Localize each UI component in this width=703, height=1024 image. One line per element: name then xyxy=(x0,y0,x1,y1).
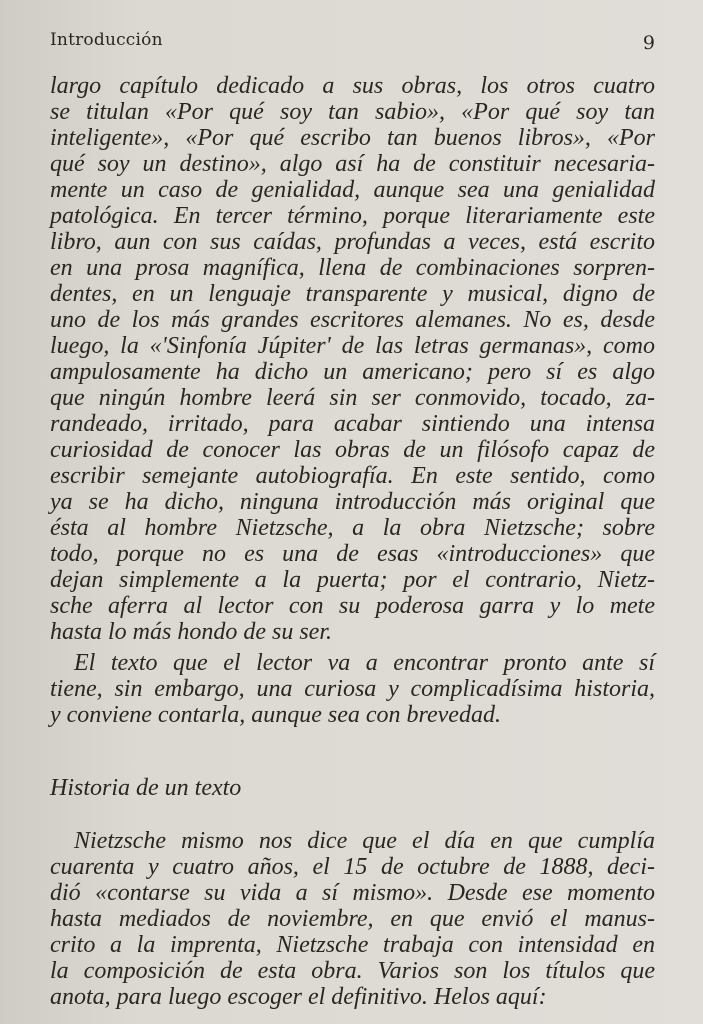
text-line: inteligente», «Por qué escribo tan buenos libros», «Por xyxy=(50,125,655,151)
text-line: patológica. En tercer término, porque literariamente este xyxy=(50,203,655,229)
text-line: cuarenta y cuatro años, el 15 de octubre de 1888, deci- xyxy=(50,854,655,880)
text-line: dentes, en un lenguaje transparente y musical, digno de xyxy=(50,281,655,307)
text-line: se titulan «Por qué soy tan sabio», «Por qué soy tan xyxy=(50,99,655,125)
paragraph-history xyxy=(50,828,655,1010)
paragraph-continuation xyxy=(50,73,655,645)
text-line: libro, aun con sus caídas, profundas a veces, está escrito xyxy=(50,229,655,255)
section-heading: Historia de un texto xyxy=(50,775,242,801)
text-line: Nietzsche mismo nos dice que el día en que cumplía xyxy=(74,828,655,854)
text-line: randeado, irritado, para acabar sintiendo una intensa xyxy=(50,411,655,437)
text-line: luego, la «'Sinfonía Júpiter' de las letras germanas», como xyxy=(50,333,655,359)
text-line: ya se ha dicho, ninguna introducción más original que xyxy=(50,489,655,515)
text-line: tiene, sin embargo, una curiosa y complicadísima historia, xyxy=(50,676,655,702)
text-line: qué soy un destino», algo así ha de constituir necesaria- xyxy=(50,151,655,177)
text-line: dió «contarse su vida a sí mismo». Desde ese momento xyxy=(50,880,655,906)
text-line: ampulosamente ha dicho un americano; pero sí es algo xyxy=(50,359,655,385)
text-line: El texto que el lector va a encontrar pronto ante sí xyxy=(74,650,655,676)
paragraph-text-history-intro xyxy=(50,650,655,728)
text-line: crito a la imprenta, Nietzsche trabaja con intensidad en xyxy=(50,932,655,958)
text-line: uno de los más grandes escritores alemanes. No es, desde xyxy=(50,307,655,333)
text-line: y conviene contarla, aunque sea con brevedad. xyxy=(50,702,501,728)
text-line: curiosidad de conocer las obras de un filósofo capaz de xyxy=(50,437,655,463)
page-number: 9 xyxy=(642,32,655,54)
text-line: en una prosa magnífica, llena de combinaciones sorpren- xyxy=(50,255,655,281)
text-line: sche aferra al lector con su poderosa garra y lo mete xyxy=(50,593,655,619)
text-line: largo capítulo dedicado a sus obras, los otros cuatro xyxy=(50,73,655,99)
text-line: ésta al hombre Nietzsche, a la obra Nietzsche; sobre xyxy=(50,515,655,541)
text-line: hasta mediados de noviembre, en que envió el manus- xyxy=(50,906,655,932)
text-line: la composición de esta obra. Varios son los títulos que xyxy=(50,958,655,984)
text-line: que ningún hombre leerá sin ser conmovido, tocado, za- xyxy=(50,385,655,411)
text-line: mente un caso de genialidad, aunque sea una genialidad xyxy=(50,177,655,203)
running-header: Introducción xyxy=(50,30,163,50)
text-line: escribir semejante autobiografía. En este sentido, como xyxy=(50,463,655,489)
text-line: todo, porque no es una de esas «introducciones» que xyxy=(50,541,655,567)
text-line: dejan simplemente a la puerta; por el contrario, Nietz- xyxy=(50,567,655,593)
text-line: anota, para luego escoger el definitivo. Helos aquí: xyxy=(50,984,547,1010)
text-line: hasta lo más hondo de su ser. xyxy=(50,619,333,645)
